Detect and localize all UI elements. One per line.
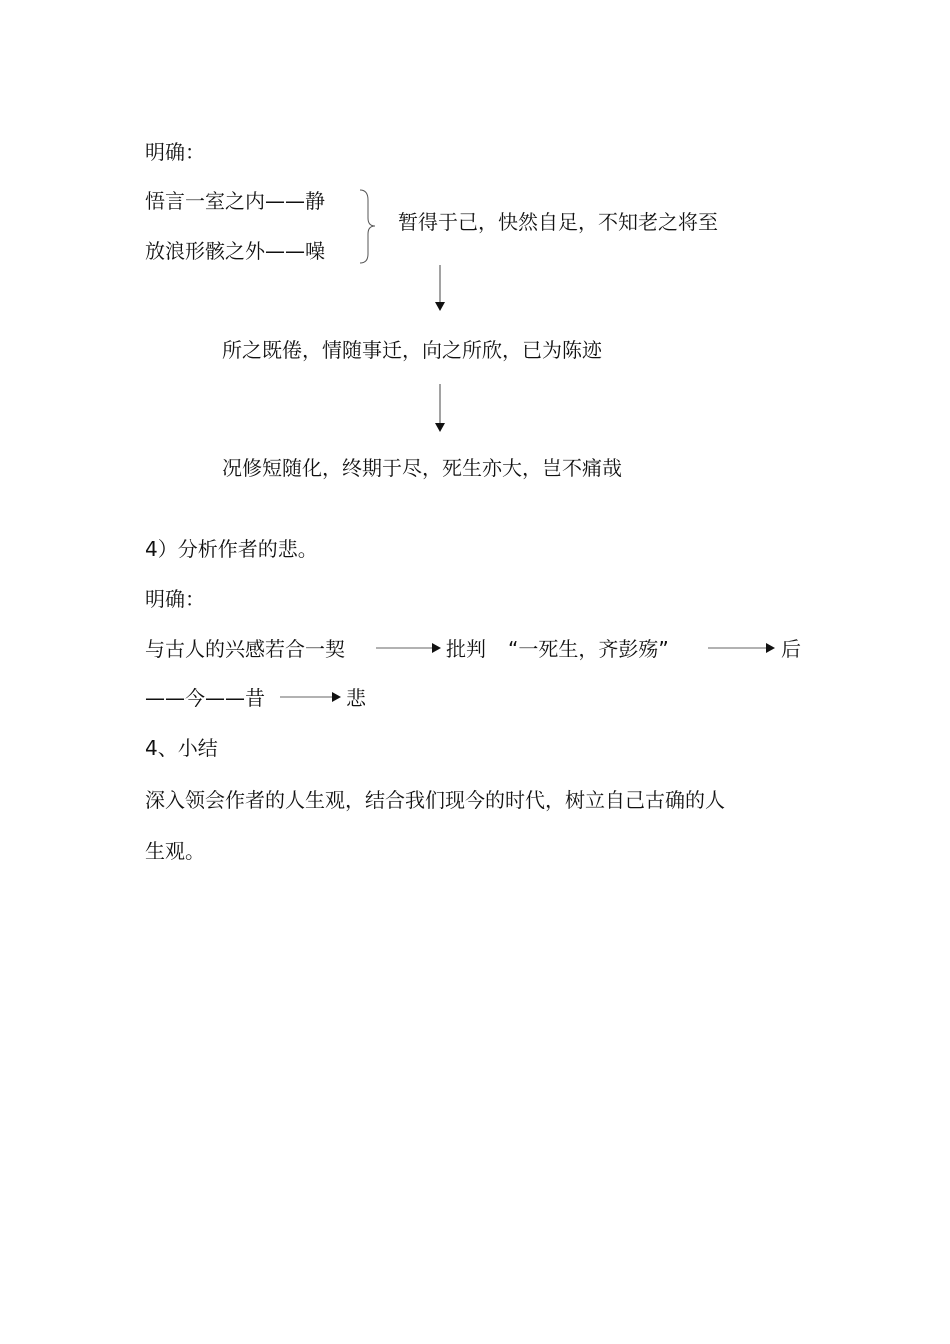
flow-step-2: 所之既倦，情随事迁，向之所欣，已为陈迹 [222,338,602,362]
chain-text-2: 批判 [446,637,486,661]
chain-text-1: 与古人的兴感若合一契 [145,637,345,661]
right-summary-text: 暂得于己，快然自足，不知老之将至 [398,210,718,234]
chain-text-5: ——今——昔 [145,686,265,710]
chain-text-6: 悲 [346,686,366,710]
left-line-noisy: 放浪形骸之外——噪 [145,239,325,263]
chain-text-4: 后 [781,637,801,661]
heading-analysis: 4）分析作者的悲。 [145,537,318,561]
chain-arrow-2-head [766,643,775,653]
down-arrow-1-head [435,302,445,311]
right-brace [360,190,375,263]
label-mingque-2: 明确： [145,587,205,611]
label-mingque-1: 明确： [145,140,205,164]
heading-summary: 4、小结 [145,736,218,760]
flow-step-3: 况修短随化，终期于尽，死生亦大，岂不痛哉 [222,456,622,480]
left-line-quiet: 悟言一室之内——静 [145,189,325,213]
down-arrow-2-head [435,423,445,432]
chain-arrow-1-head [432,643,441,653]
chain-arrow-3-head [332,692,341,702]
summary-line-1: 深入领会作者的人生观，结合我们现今的时代，树立自己古确的人 [145,788,725,812]
summary-line-2: 生观。 [145,839,205,863]
chain-text-3: “一死生，齐彭殇” [508,637,669,661]
